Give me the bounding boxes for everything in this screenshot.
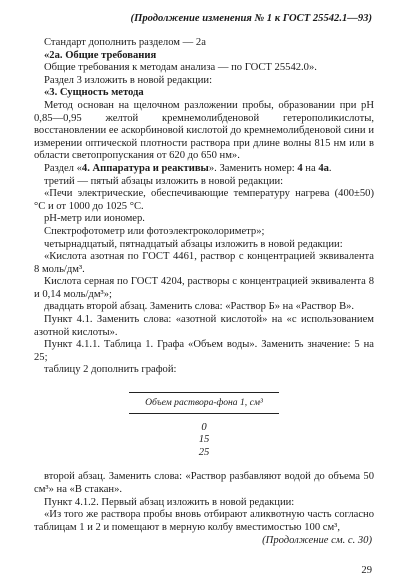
paragraph: третий — пятый абзацы изложить в новой редакции: xyxy=(44,175,284,187)
paragraph: второй абзац. Заменить слова: «Раствор разбавляют водой до объема 50 см³» на «В стакан». xyxy=(34,471,374,495)
section-heading: «3. Сущность метода xyxy=(44,87,144,99)
page-number: 29 xyxy=(361,565,372,576)
paragraph: двадцать второй абзац. Заменить слова: «Раствор Б» на «Раствор В». xyxy=(44,301,355,313)
paragraph: Метод основан на щелочном разложении пробы, образовании при pH 0,85—0,95 желтой кремнемолибденовой гетерополикислоты, восстановлении ее аскорбиновой кислотой до кремнемолибденовой сини и измерении оптической плотности раствора при длине волны 815 нм или в области светопропускания от 620 до 650 нм». xyxy=(34,99,374,162)
paragraph: Кислота серная по ГОСТ 4204, растворы с концентрацией эквивалента 8 и 0,14 моль/дм³»; xyxy=(34,276,374,300)
paragraph: Раздел 3 изложить в новой редакции: xyxy=(44,74,213,86)
section-heading: «2а. Общие требования xyxy=(44,49,157,61)
paragraph xyxy=(34,163,374,176)
paragraph: «Печи электрические, обеспечивающие температуру нагрева (400±50) °С и от 1000 до 1025 °С. xyxy=(34,188,374,212)
text-run-bold: 4. Аппаратура и реактивы xyxy=(81,162,209,174)
table-header: Объем раствора-фона 1, см³ xyxy=(145,397,263,409)
paragraph: Стандарт дополнить разделом — 2а xyxy=(44,37,206,48)
text-run: . xyxy=(328,162,332,174)
text-run: Раздел « xyxy=(44,162,82,174)
table-cell: 15 xyxy=(198,434,210,446)
text-run: ». Заменить номер: xyxy=(208,162,298,174)
inserted-table xyxy=(129,392,279,459)
continuation-header: (Продолжение изменения № 1 к ГОСТ 25542.1—93) xyxy=(130,13,372,24)
table-cell: 25 xyxy=(198,446,210,458)
continuation-footer: (Продолжение см. с. 30) xyxy=(262,535,372,546)
paragraph: Общие требования к методам анализа — по ГОСТ 25542.0». xyxy=(44,62,317,74)
text-run: на xyxy=(302,162,319,174)
paragraph: Спектрофотометр или фотоэлектроколориметр»; xyxy=(44,225,265,237)
text-run-bold: 4 xyxy=(297,162,303,174)
table-cell: 0 xyxy=(201,421,207,433)
paragraph: «Из того же раствора пробы вновь отбирают аликвотную часть согласно таблицам 1 и 2 и помещают в мерную колбу вместимостью 100 см³, xyxy=(34,509,374,533)
paragraph: четырнадцатый, пятнадцатый абзацы изложить в новой редакции: xyxy=(44,238,343,250)
table-header-rule xyxy=(129,413,279,414)
paragraph: Пункт 4.1.1. Таблица 1. Графа «Объем воды». Заменить значение: 5 на 25; xyxy=(34,339,374,363)
text-run-bold: 4а xyxy=(318,162,329,174)
paragraph: pH-метр или иономер. xyxy=(44,213,145,225)
paragraph: «Кислота азотная по ГОСТ 4461, раствор с концентрацией эквивалента 8 моль/дм³. xyxy=(34,251,374,275)
paragraph: Пункт 4.1. Заменить слова: «азотной кислотой» на «с использованием азотной кислоты». xyxy=(34,314,374,338)
document-body xyxy=(34,37,374,534)
paragraph: таблицу 2 дополнить графой: xyxy=(44,364,177,376)
paragraph: Пункт 4.1.2. Первый абзац изложить в новой редакции: xyxy=(44,496,295,508)
